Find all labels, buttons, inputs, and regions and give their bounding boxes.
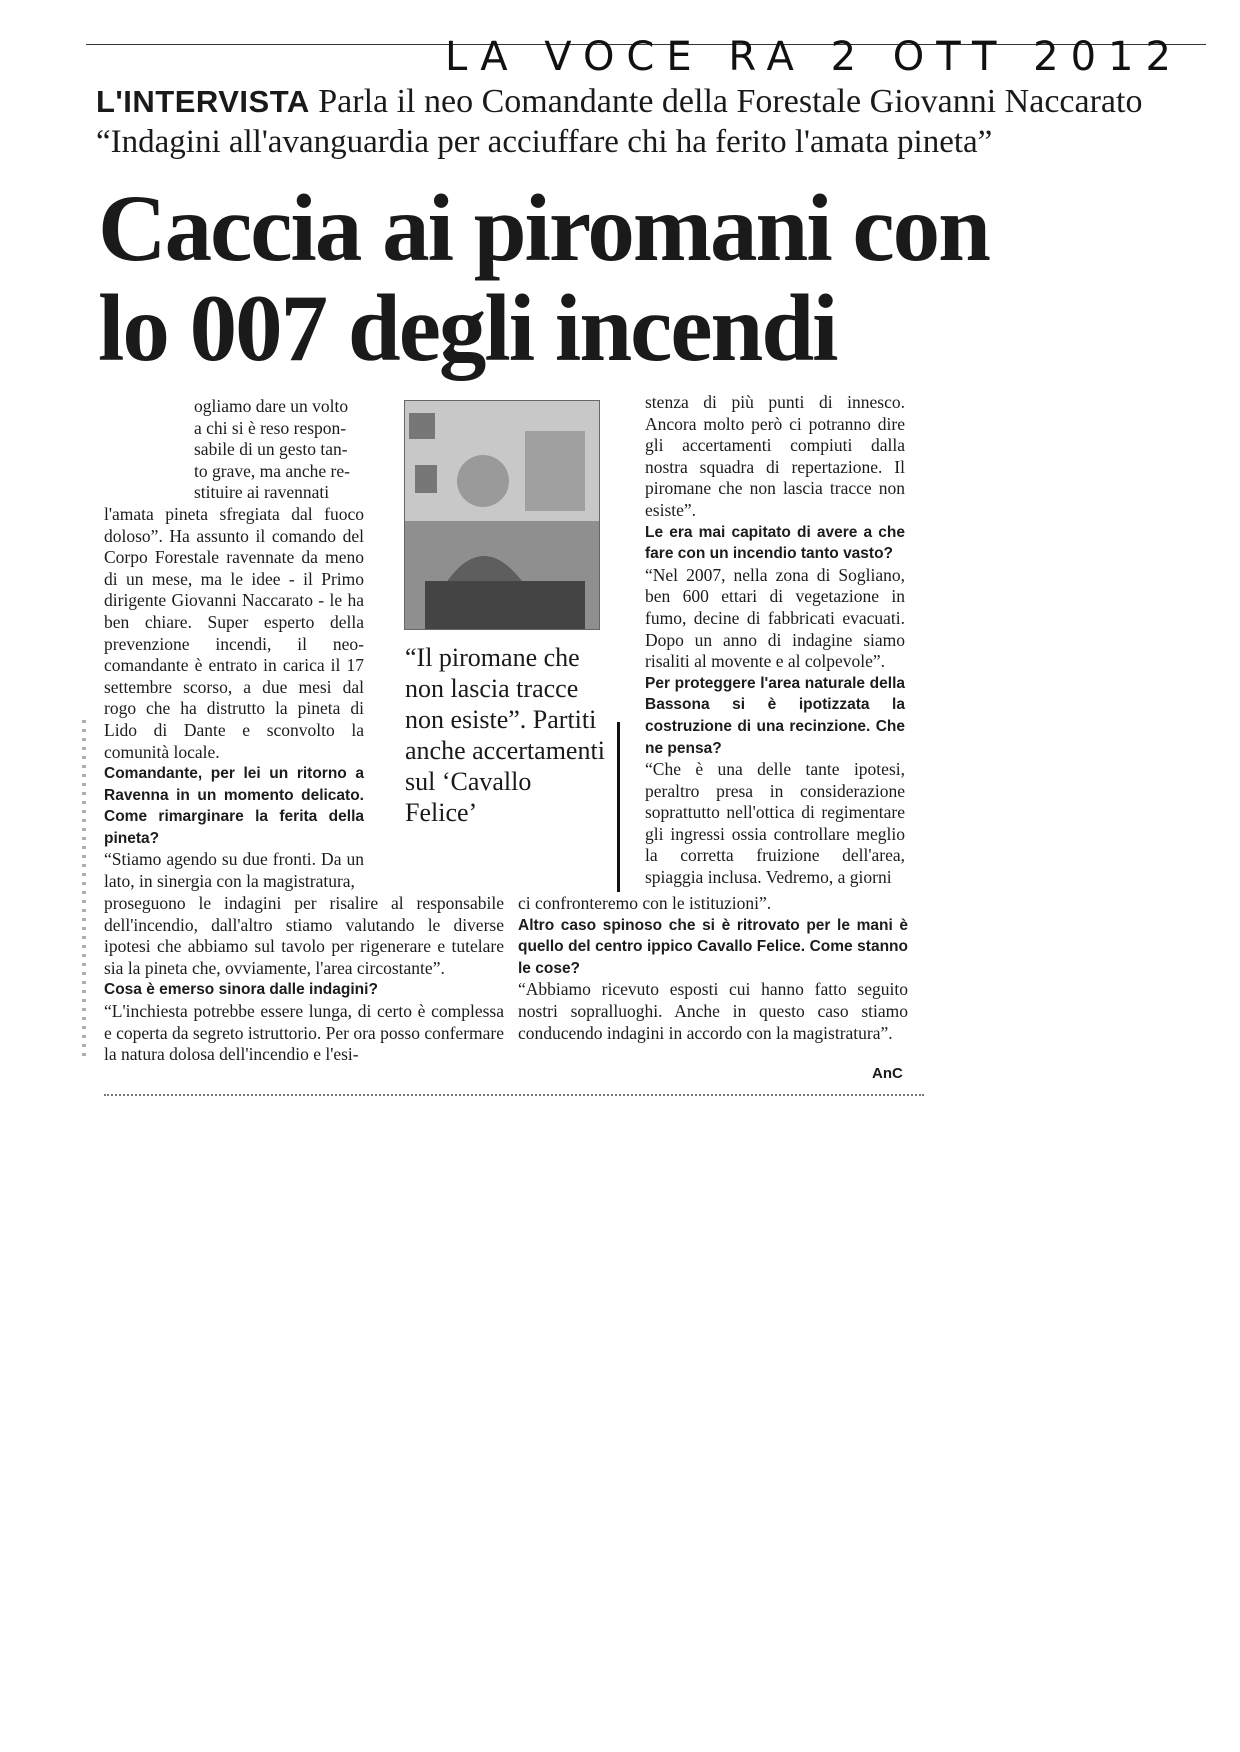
question-4: Per proteggere l'area naturale della Bassona si è ipotizzata la costruzione di una recinzione. Che ne pensa? — [645, 674, 905, 757]
question-5: Altro caso spinoso che si è ritrovato per le mani è quello del centro ippico Cavallo Felice. Come stanno le cose? — [518, 916, 908, 977]
answer-3: “Nel 2007, nella zona di Sogliano, ben 600 ettari di vegetazione in fumo, decine di fabbricati evacuati. Dopo un anno di indagine siamo risaliti al movente e al colpevole”. — [645, 564, 905, 672]
commander-photo — [404, 400, 600, 630]
author-signature: AnC — [872, 1065, 903, 1082]
intro-paragraph: l'amata pineta sfregiata dal fuoco doloso”. Ha assunto il comando del Corpo Forestale ravennate da meno di un mese, ma le idee - il Primo dirigente Giovanni Naccarato - le ha ben chiare. Super esperto della prevenzione incendi, il neo-comandante è entrato in carica il 17 settembre scorso, a due mesi dal rogo che ha distrutto la pineta di Lido di Dante e sconvolto la comunità locale. — [104, 503, 364, 762]
intro-line: a chi si è reso respon- — [194, 417, 347, 438]
kicker-line — [96, 82, 1142, 122]
question-1: Comandante, per lei un ritorno a Ravenna in un momento delicato. Come rimarginare la ferita della pineta? — [104, 765, 364, 847]
answer-2-continued: stenza di più punti di innesco. Ancora molto però ci potranno dire gli accertamenti compiuti dalla nostra squadra di repertazione. Il piromane che non lascia tracce non esiste”. — [645, 392, 905, 520]
answer-2-start: “L'inchiesta potrebbe essere lunga, di certo è complessa e coperta da segreto istruttorio. Per ora posso confermare la natura dolosa dell'incendio e l'esi- — [104, 1000, 504, 1065]
subhead: “Indagini all'avanguardia per acciuffare chi ha ferito l'amata pineta” — [96, 124, 993, 160]
scan-margin-artifact — [82, 720, 86, 1060]
article-column-1 — [104, 396, 364, 893]
column1-intro — [104, 396, 364, 763]
question-2: Cosa è emerso sinora dalle indagini? — [104, 981, 378, 999]
headline-line-2: lo 007 degli incendi — [98, 275, 837, 381]
kicker-tag: L'INTERVISTA — [96, 84, 310, 119]
headline-line-1: Caccia ai piromani con — [98, 175, 990, 281]
bottom-rule — [104, 1094, 924, 1096]
commander-photo-illustration — [405, 401, 599, 629]
kicker-text: Parla il neo Comandante della Forestale Giovanni Naccarato — [318, 83, 1143, 120]
pull-quote: “Il piromane che non lascia tracce non esiste”. Partiti anche accertamenti sul ‘Cavallo Felice’ — [405, 643, 605, 827]
article-column-3 — [645, 392, 905, 889]
headline — [98, 175, 1078, 381]
pull-quote-rule — [617, 722, 620, 892]
question-3: Le era mai capitato di avere a che fare con un incendio tanto vasto? — [645, 523, 905, 563]
intro-line: sabile di un gesto tan- — [194, 439, 348, 460]
answer-4-start: “Che è una delle tante ipotesi, peraltro presa in considerazione soprattutto nell'ottica di regimentare gli ingressi ossia controllare meglio la corretta fruizione dell'area, spiaggia inclusa. Vedremo, a giorni — [645, 759, 905, 888]
bottom-left-column — [104, 893, 504, 1066]
bottom-right-column — [518, 893, 908, 1044]
answer-1-start: “Stiamo agendo su due fronti. Da un lato, in sinergia con la magistratura, — [104, 849, 364, 892]
answer-1-continued: proseguono le indagini per risalire al responsabile dell'incendio, dall'altro stiamo valutando le diverse ipotesi che abbiamo sul tavolo per rigenerare e tutelare sia la pineta che, ovviamente, l'area circostante”. — [104, 893, 504, 978]
handwritten-source-note: LA VOCE RA 2 OTT 2012 — [445, 34, 1183, 80]
intro-line: to grave, ma anche re- — [194, 460, 350, 481]
intro-line: ogliamo dare un volto — [194, 396, 349, 416]
intro-line: stituire ai ravennati — [194, 482, 330, 503]
answer-5: “Abbiamo ricevuto esposti cui hanno fatto seguito nostri sopralluoghi. Anche in questo caso stiamo conducendo indagini in accordo con la magistratura”. — [518, 979, 908, 1043]
answer-4-end: ci confronteremo con le istituzioni”. — [518, 893, 772, 913]
